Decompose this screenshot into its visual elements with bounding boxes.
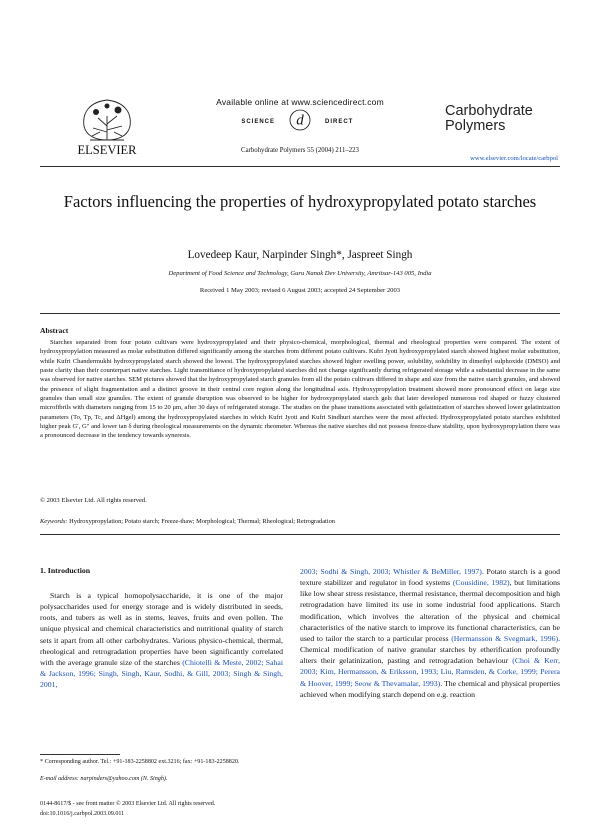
svg-text:d: d [296,112,304,129]
article-title: Factors influencing the properties of hydroxypropylated potato starches [63,192,537,211]
intro-left-text: Starch is a typical homopolysaccharide, it is one of the major polysaccharides used for energy storage and is widely distributed in seeds, roots, and tubers as well as in stems, leaves, fruits and even pollen. The unique physical and chemical characteristics and nutritional quality of starch sets it apart from all other carbohydrates. Various physico-chemical, thermal, rheological and retrogradation properties have been significantly correlated with the average granule size of the starches [40,591,283,667]
sciencedirect-left-text: SCIENCE [241,119,275,125]
citation-link[interactable]: (Cousidine, 1982) [452,578,510,588]
keywords-label: Keywords: [40,518,68,525]
section-heading-introduction: 1. Introduction [40,566,91,575]
header-rule [40,166,560,167]
intro-right-paragraph [300,566,560,700]
available-online-text: Available online at www.sciencedirect.com [216,97,384,107]
received-dates: Received 1 May 2003; revised 6 August 2003; accepted 24 September 2003 [199,287,401,294]
journal-name-line2: Polymers [445,118,506,134]
citation-link[interactable]: (Choi & Kerr, 2003; Kim, Hermansson, & Eriksson, 1993; Liu, Ramsden, & Corke, 1999; Perera & Hoover, 1999; Seow & Thevamalar, 1993) [300,656,560,688]
journal-name [445,104,555,134]
footnote-email: E-mail address: narpinders@yahoo.com (N. Singh). [40,776,168,782]
journal-name-line1: Carbohydrate [445,103,533,119]
keywords [40,518,560,525]
keywords-list: Hydroxypropylation; Potato starch; Freeze-thaw; Morphological; Thermal; Rheological; Retrogradation [69,518,335,525]
intro-right-text: Potato starch is a good texture stabilizer and regulator in food systems [300,567,561,588]
abstract-top-rule [40,313,560,314]
abstract-heading: Abstract [40,326,69,335]
citation-link[interactable]: (Hermansson & Svegmark, 1996) [451,633,559,643]
abstract-bottom-rule [40,534,560,535]
citation-link[interactable]: (Chiotelli & Meste, 2002; Sahai & Jackson, 1996; Singh, Singh, Kaur, Sodhi, & Gill, 2003; Singh & Singh, 2001, [40,657,284,690]
footnote-corresponding: * Corresponding author. Tel.: +91-183-2258802 ext.3216; fax: +91-183-2258820. [40,759,240,765]
abstract-text: Starches separated from four potato cultivars were hydroxypropylated and their physico-chemical, morphological, thermal and rheological properties were compared. The extent of hydroxypropylation measured as molar substitution differed significantly among the starches from different potato cultivars. Kufri Jyoti hydroxypropylated starch showed highest molar substitution, while Kufri Chandermukhi hydroxypropylated starch showed the lowest. The hydroxypropylated starches showed higher swelling power, solubility, solubility in dimethyl sulphoxide (DMSO) and paste clarity than their counterpart native starches. Light transmittance of hydroxypropylated starches did not change significantly during refrigerated storage while a substantial decrease in the same was observed for native starches. SEM pictures showed that the hydroxypropylated starch granules from all the potato cultivars differed in shape and size from the native starch granules, and showed the presence of slight fragmentation and a distinct groove in their central core region along the longitudinal axis. Hydroxypropylation treatment showed more pronounced effect on large size granules than small size granules. The extent of granule disruption was observed to be higher for hydroxypropylated starch gels that later developed numerous rod shaped or fuzzy clustered microfibrils with diameters ranging from 15 to 20 μm, after 30 days of refrigerated storage. The studies on the phase transitions associated with gelatinization of starches showed lower gelatinization parameters (To, Tp, Tc, and ΔHgel) among the hydroxypropylated starches in which Kufri Jyoti and Kufri Sindhuri starches were the most affected. Hydroxypropylated potato starches exhibited higher peak G′, G″ and lower tan δ during rheological measurements on the dynamic rheometer. Whereas the native starches did not possess freeze-thaw stability, upon hydroxypropylation there was a pronounced decrease in the tendency towards syneresis. [40,339,560,440]
intro-right-text: . The chemical and physical properties achieved when modifying starch depend on e.g. reaction [300,678,560,699]
intro-left-paragraph [40,590,283,690]
author-affiliation: Department of Food Science and Technology, Guru Nanak Dev University, Amritsar-143 005, India [168,270,432,277]
journal-reference: Carbohydrate Polymers 55 (2004) 211–223 [241,147,359,154]
journal-url-link[interactable]: www.elsevier.com/locate/carbpol [470,155,558,162]
doi-line[interactable]: doi:10.1016/j.carbpol.2003.09.011 [40,811,125,817]
elsevier-logo [60,96,155,158]
sciencedirect-right-text: DIRECT [325,119,354,125]
citation-link[interactable]: 2003; Sodhi & Singh, 2003; Whistler & BeMiller, 1997). [300,567,484,576]
sciencedirect-logo [215,108,385,132]
intro-right-text: . Chemical modification of native granular starches by etherification profoundly alters their gelatinization, pasting and retrogradation behaviour [300,633,561,666]
abstract-copyright: © 2003 Elsevier Ltd. All rights reserved. [40,497,147,504]
article-authors: Lovedeep Kaur, Narpinder Singh*, Jaspreet Singh [187,249,413,261]
intro-right-text: , but limitations like low shear stress resistance, thermal resistance, thermal decomposition and high retrogradation have limited its use in some industrial food applications. Starch modification, which involves the alteration of the physical and chemical characteristics of the native starch to improve its functional characteristics, can be used to tailor the starch to a particular process [300,578,561,643]
footnote-rule [40,754,120,755]
publisher-name: ELSEVIER [77,143,137,157]
issn-line: 0144-8617/$ - see front matter © 2003 Elsevier Ltd. All rights reserved. [40,801,216,807]
